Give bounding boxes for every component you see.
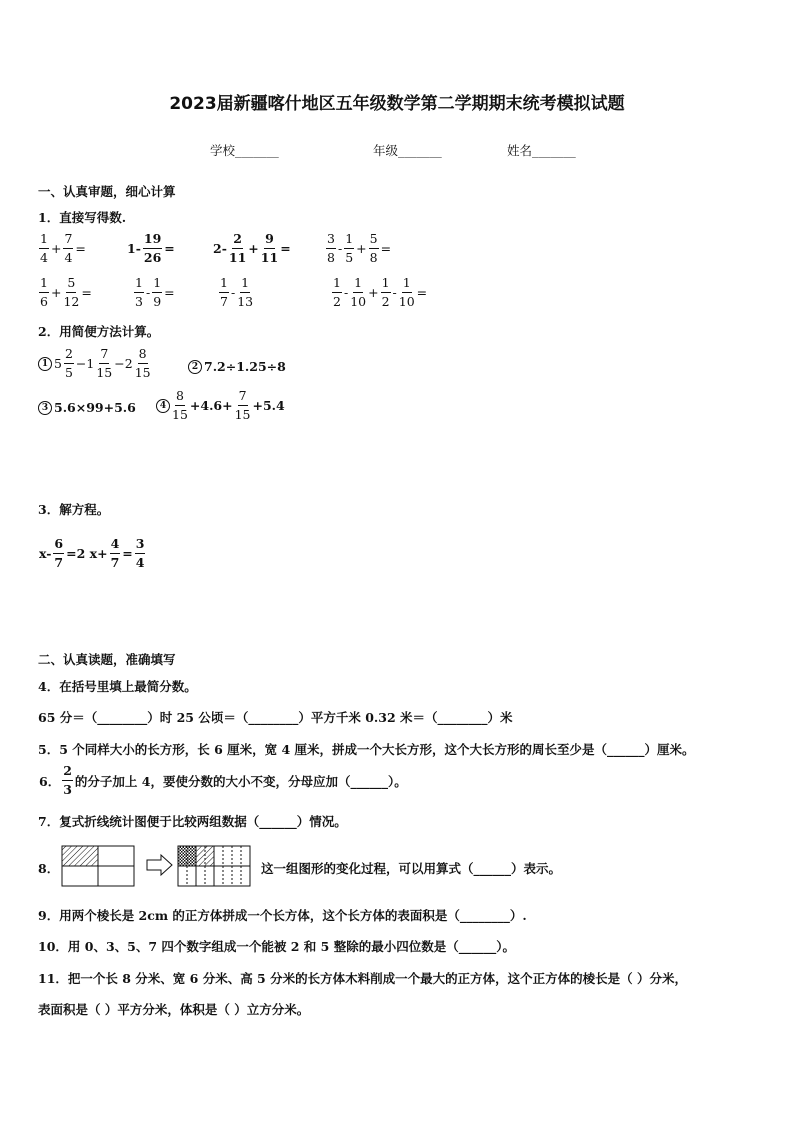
q8-label: 8． (38, 861, 60, 876)
name-field: 姓名_______ (507, 143, 576, 158)
q2-item-1: 1 5 $\frac{2}{5}$ −1 $\frac{7}{15}$ −2 $\frac{8}{15}$ (38, 348, 152, 379)
q1-item-2: 1- $\frac{19}{26}$ = (127, 231, 175, 265)
q2-label: 2．用简便方法计算。 (38, 324, 160, 339)
q2-item-3: 3 5.6×99+5.6 (38, 400, 137, 415)
q1-item-1: $\frac{1}{4}$ + $\frac{7}{4}$ = (40, 231, 86, 265)
section2-heading: 二、认真读题，准确填写 (38, 652, 176, 667)
q5-text: 5．5 个同样大小的长方形，长 6 厘米，宽 4 厘米，拼成一个大长方形，这个大长方形的周长至少是（______）厘米。 (38, 742, 695, 757)
q8-text: 这一组图形的变化过程，可以用算式（______）表示。 (261, 861, 562, 876)
q3-equation: x- $\frac{6}{7}$ =2 x+ $\frac{4}{7}$ = $\frac{3}{4}$ (39, 536, 145, 570)
rectangle-half-shaded (62, 846, 134, 886)
page-title: 2023届新疆喀什地区五年级数学第二学期期末统考模拟试题 (169, 94, 625, 114)
q11-text-line2: 表面积是（ ）平方分米，体积是（ ）立方分米。 (38, 1002, 310, 1017)
q1-item-5: $\frac{1}{6}$ + $\frac{5}{12}$ = (40, 275, 92, 309)
q3-label: 3．解方程。 (38, 502, 110, 517)
q1-item-3: 2- $\frac{2}{11}$ + $\frac{9}{11}$ = (213, 231, 291, 265)
q6-text: 6． $\frac{2}{3}$ 的分子加上 4，要使分数的大小不变，分母应加（______）。 (39, 763, 407, 797)
school-field: 学校_______ (210, 143, 279, 158)
q4-line: 65 分＝（________）时 25 公顷＝（________）平方千米 0.32 米＝（________）米 (38, 710, 513, 725)
q1-item-4: $\frac{3}{8}$ - $\frac{1}{5}$ + $\frac{5}{8}$ = (327, 231, 392, 265)
q4-label: 4．在括号里填上最简分数。 (38, 679, 197, 694)
q9-text: 9．用两个棱长是 2cm 的正方体拼成一个长方体，这个长方体的表面积是（________）. (38, 908, 527, 923)
grade-field: 年级_______ (373, 143, 442, 158)
q11-text-line1: 11．把一个长 8 分米、宽 6 分米、高 5 分米的长方体木料削成一个最大的正方体，这个正方体的棱长是（ ）分米， (38, 971, 687, 986)
section1-heading: 一、认真审题，细心计算 (38, 184, 176, 199)
q2-item-4: 4 $\frac{8}{15}$ +4.6+ $\frac{7}{15}$ +5.4 (156, 390, 286, 421)
right-arrow-icon (147, 855, 172, 875)
q7-text: 7．复式折线统计图便于比较两组数据（______）情况。 (38, 814, 347, 829)
q1-label: 1．直接写得数. (38, 210, 127, 225)
q2-item-2: 2 7.2÷1.25÷8 (188, 359, 287, 374)
q1-item-6: $\frac{1}{3}$ - $\frac{1}{9}$ = (135, 275, 175, 309)
q1-item-7: $\frac{1}{7}$ - $\frac{1}{13}$ (220, 275, 254, 309)
q8-figure (61, 845, 261, 887)
q10-text: 10．用 0、3、5、7 四个数字组成一个能被 2 和 5 整除的最小四位数是（______）。 (38, 939, 515, 954)
q1-item-8: $\frac{1}{2}$ - $\frac{1}{10}$ + $\frac{1}{2}$ - $\frac{1}{10}$ = (333, 275, 428, 309)
rectangle-grid-shaded (178, 846, 250, 886)
